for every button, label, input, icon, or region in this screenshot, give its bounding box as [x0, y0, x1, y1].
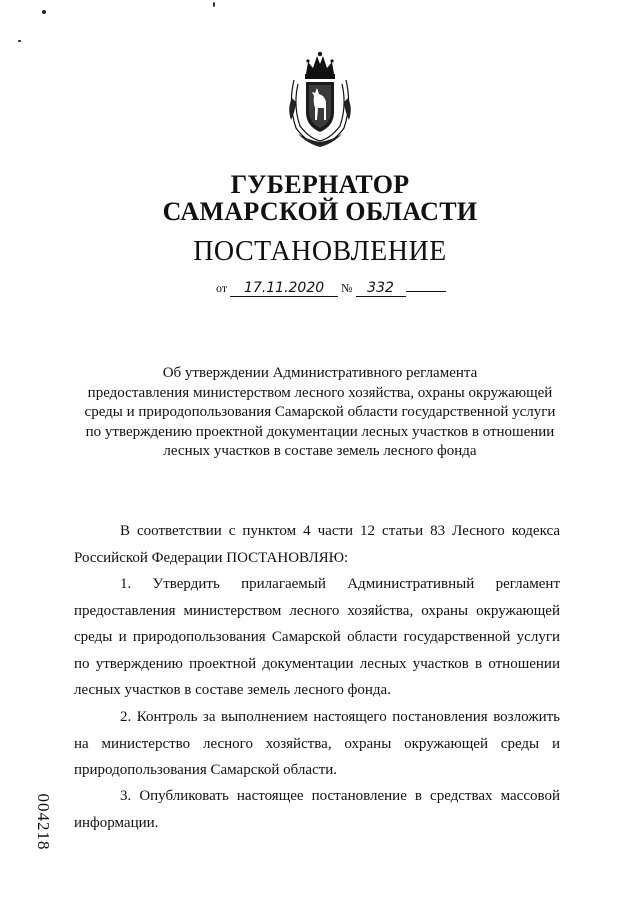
resolution-item-1: 1. Утвердить прилагаемый Административный регламент предоставления министерством лесного хозяйства, охраны окружающей среды и природопользования Самарской области государственной услуги по утверждению проектной документации лесных участков в отношении лесных участков в составе земель лесного фонда. [74, 576, 560, 698]
issuer-title: ГУБЕРНАТОР [230, 170, 410, 199]
issuer-region: САМАРСКОЙ ОБЛАСТИ [162, 197, 478, 226]
scan-speck [18, 40, 21, 42]
document-type: ПОСТАНОВЛЕНИЕ [193, 236, 447, 267]
form-serial-number: 004218 [34, 793, 53, 851]
subject-line: лесных участков в составе земель лесного фонда [163, 443, 477, 459]
document-number-line [216, 280, 446, 297]
subject-line: предоставления министерством лесного хозяйства, охраны окружающей [87, 384, 553, 401]
from-label: от [216, 281, 228, 295]
resolution-item-3: 3. Опубликовать настоящее постановление в средствах массовой информации. [74, 788, 560, 831]
preamble-paragraph: В соответствии с пунктом 4 части 12 статьи 83 Лесного кодекса Российской Федерации ПОСТАНОВЛЯЮ: [74, 523, 560, 566]
resolution-item-2: 2. Контроль за выполнением настоящего постановления возложить на министерство лесного хозяйства, охраны окружающей среды и природопользования Самарской области. [74, 709, 560, 778]
scan-speck [213, 2, 215, 7]
document-date: 17.11.2020 [230, 280, 338, 297]
samara-coat-of-arms-emblem [284, 50, 356, 150]
number-label: № [341, 281, 353, 295]
scan-speck [42, 10, 46, 14]
document-number: 332 [356, 280, 406, 297]
subject-line: среды и природопользования Самарской области государственной услуги [84, 404, 556, 420]
subject-line: Об утверждении Административного регламента [162, 365, 478, 381]
number-underline [406, 291, 446, 292]
document-subject [60, 364, 580, 462]
subject-line: по утверждению проектной документации лесных участков в отношении [85, 423, 555, 440]
